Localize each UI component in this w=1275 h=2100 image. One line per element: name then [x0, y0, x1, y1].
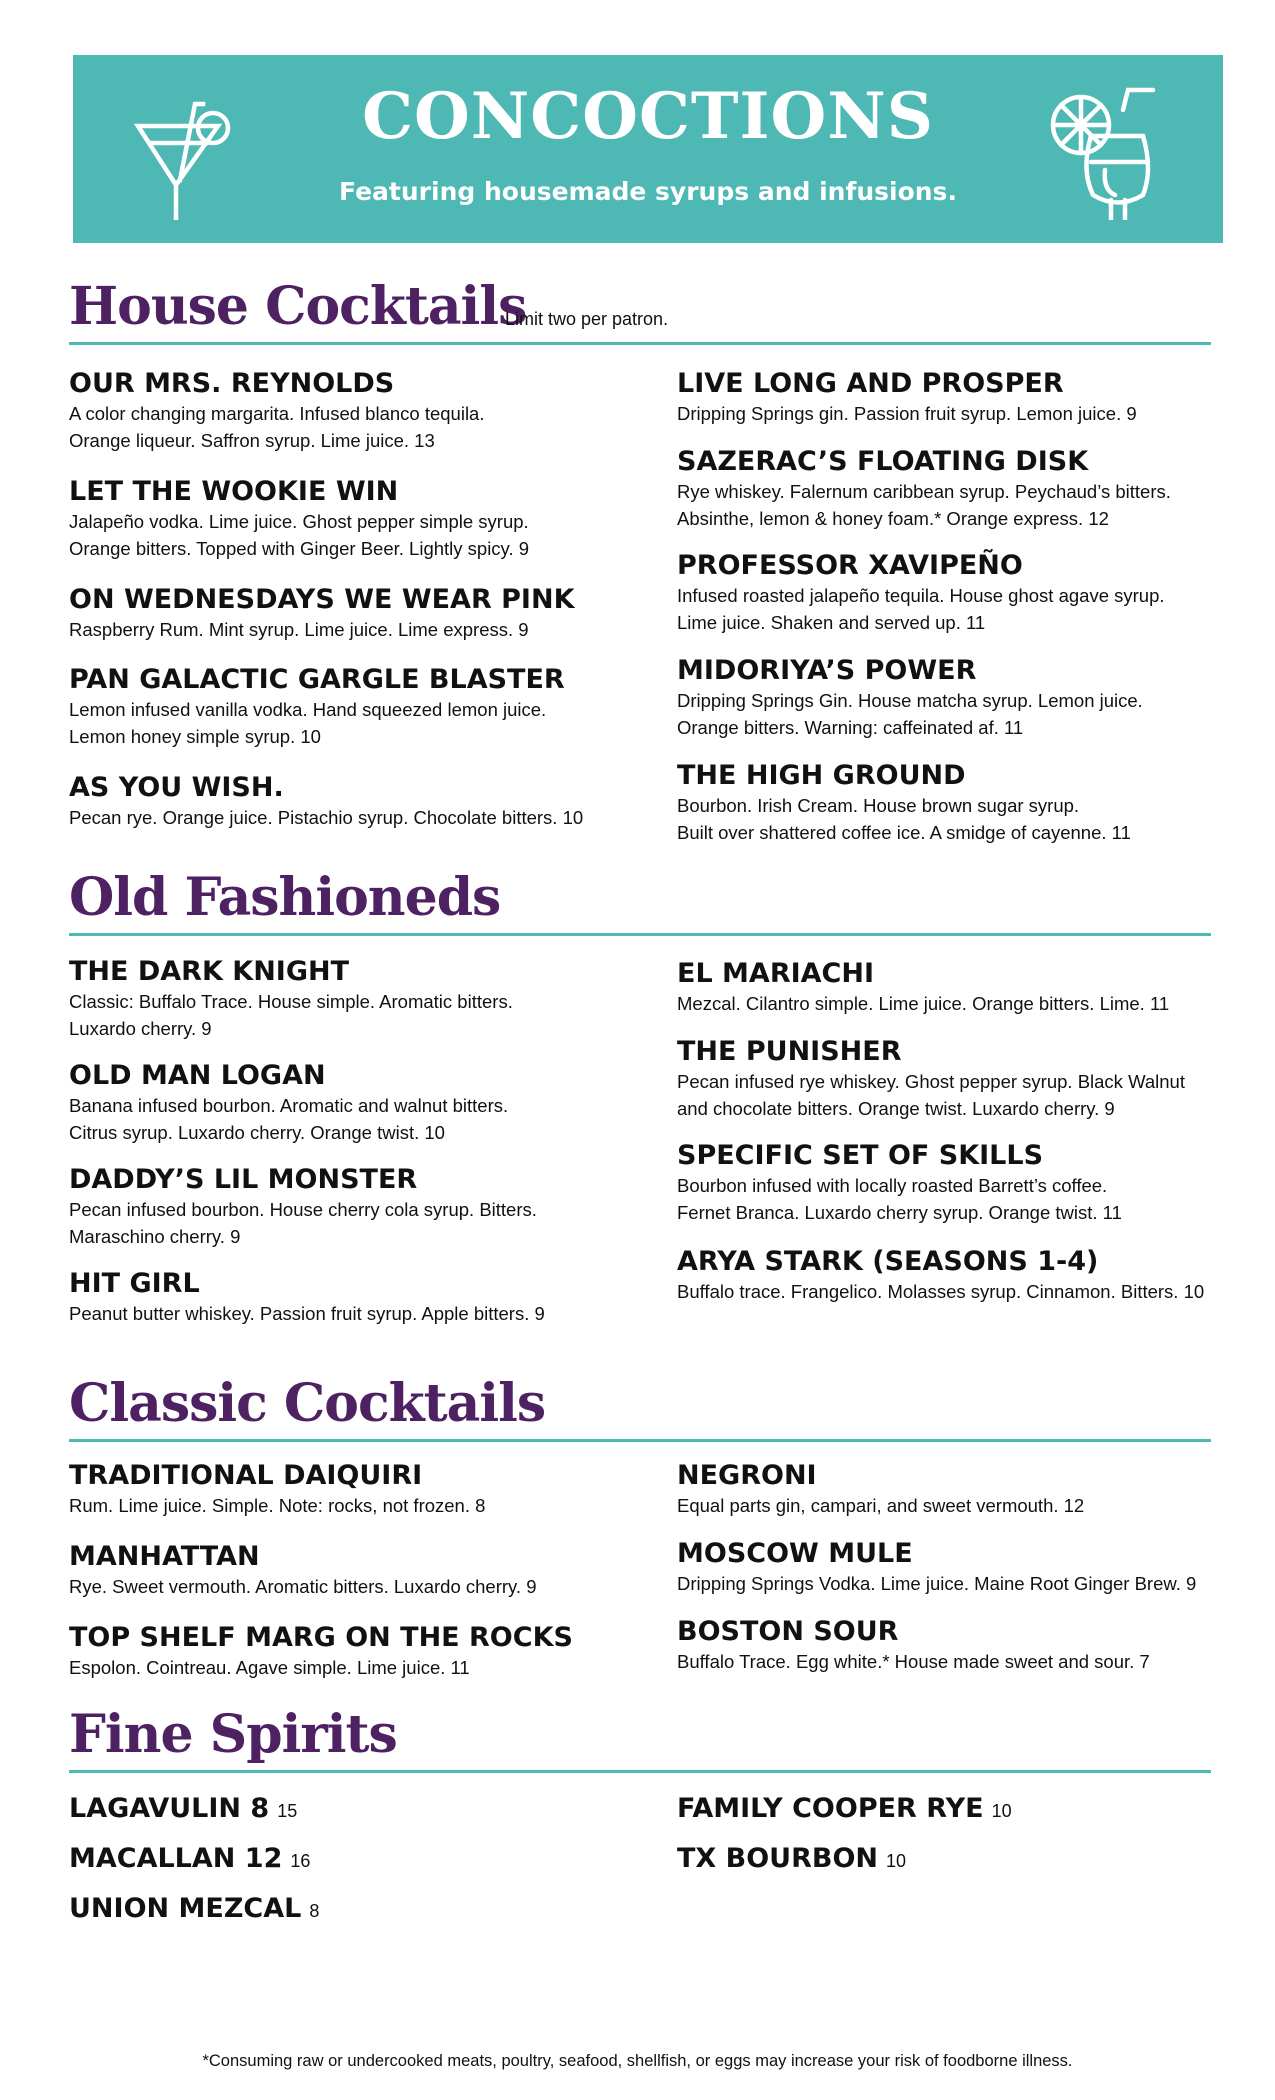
spirit-item — [69, 1893, 319, 1925]
section-old-fashioneds — [69, 867, 1211, 1324]
section-header — [69, 1704, 1211, 1773]
item-name: TRADITIONAL DAIQUIRI — [69, 1460, 423, 1491]
menu-item — [69, 476, 669, 562]
item-name: LET THE WOOKIE WIN — [69, 476, 399, 507]
item-desc: Mezcal. Cilantro simple. Lime juice. Orange bitters. Lime. 11 — [677, 993, 1170, 1014]
section-header — [69, 276, 1211, 345]
item-desc: Orange liqueur. Saffron syrup. Lime juice. 13 — [69, 430, 435, 451]
menu-item — [677, 655, 1275, 741]
item-name: SAZERAC’S FLOATING DISK — [677, 446, 1089, 477]
item-desc: Citrus syrup. Luxardo cherry. Orange twist. 10 — [69, 1122, 445, 1143]
item-desc: Luxardo cherry. 9 — [69, 1018, 212, 1039]
menu-item — [677, 760, 1275, 846]
item-desc: Equal parts gin, campari, and sweet vermouth. 12 — [677, 1495, 1085, 1516]
page-title: CONCOCTIONS — [362, 79, 934, 154]
item-name: MIDORIYA’S POWER — [677, 655, 977, 686]
food-safety-disclaimer: *Consuming raw or undercooked meats, poultry, seafood, shellfish, or eggs may increase your risk of foodborne illness. — [202, 2052, 1073, 2070]
spirit-name: MACALLAN 12 — [69, 1843, 283, 1874]
menu-item — [69, 956, 669, 1042]
item-desc: Banana infused bourbon. Aromatic and walnut bitters. — [69, 1095, 509, 1116]
spirit-name: FAMILY COOPER RYE — [677, 1793, 984, 1824]
menu-item — [677, 446, 1275, 532]
item-name: EL MARIACHI — [677, 958, 875, 989]
menu-item — [677, 1538, 1275, 1597]
item-name: OLD MAN LOGAN — [69, 1060, 326, 1091]
item-desc: Lemon honey simple syrup. 10 — [69, 726, 321, 747]
item-name: ARYA STARK (SEASONS 1-4) — [677, 1246, 1099, 1277]
item-name: NEGRONI — [677, 1460, 817, 1491]
item-desc: Fernet Branca. Luxardo cherry syrup. Orange twist. 11 — [677, 1202, 1122, 1223]
menu-item — [69, 1268, 669, 1327]
item-name: MOSCOW MULE — [677, 1538, 913, 1569]
item-desc: Bourbon. Irish Cream. House brown sugar syrup. — [677, 795, 1080, 816]
item-name: LIVE LONG AND PROSPER — [677, 368, 1064, 399]
spirit-price: 10 — [991, 1801, 1012, 1821]
spirit-price: 15 — [277, 1801, 298, 1821]
spirit-name: TX BOURBON — [677, 1843, 879, 1874]
item-name: ON WEDNESDAYS WE WEAR PINK — [69, 584, 575, 615]
menu-item — [69, 1164, 669, 1250]
menu-item — [69, 368, 669, 454]
item-desc: Orange bitters. Topped with Ginger Beer. Lightly spicy. 9 — [69, 538, 530, 559]
item-desc: Buffalo Trace. Egg white.* House made sweet and sour. 7 — [677, 1651, 1150, 1672]
item-name: SPECIFIC SET OF SKILLS — [677, 1140, 1044, 1171]
menu-item — [677, 1460, 1275, 1519]
menu-item — [69, 1460, 669, 1519]
spirit-item — [69, 1793, 297, 1825]
section-classic-cocktails — [69, 1373, 1211, 1678]
section-title: Old Fashioneds — [69, 867, 501, 928]
item-desc: Dripping Springs gin. Passion fruit syrup. Lemon juice. 9 — [677, 403, 1137, 424]
item-desc: Jalapeño vodka. Lime juice. Ghost pepper simple syrup. — [69, 511, 529, 532]
section-header — [69, 867, 1211, 936]
item-desc: and chocolate bitters. Orange twist. Luxardo cherry. 9 — [677, 1098, 1115, 1119]
menu-item — [677, 1246, 1275, 1305]
item-desc: Pecan infused rye whiskey. Ghost pepper syrup. Black Walnut — [677, 1071, 1185, 1092]
spirit-item — [677, 1843, 906, 1875]
menu-item — [69, 664, 669, 750]
item-desc: Pecan rye. Orange juice. Pistachio syrup. Chocolate bitters. 10 — [69, 807, 584, 828]
item-name: AS YOU WISH. — [69, 772, 284, 803]
item-desc: Rye. Sweet vermouth. Aromatic bitters. Luxardo cherry. 9 — [69, 1576, 537, 1597]
item-desc: Built over shattered coffee ice. A smidge of cayenne. 11 — [677, 822, 1131, 843]
item-name: THE DARK KNIGHT — [69, 956, 350, 987]
menu-item — [69, 1541, 669, 1600]
section-note: Limit two per patron. — [505, 309, 669, 329]
item-desc: Bourbon infused with locally roasted Barrett’s coffee. — [677, 1175, 1108, 1196]
item-desc: Infused roasted jalapeño tequila. House ghost agave syrup. — [677, 585, 1165, 606]
spirit-price: 16 — [290, 1851, 311, 1871]
page-subtitle: Featuring housemade syrups and infusions. — [339, 177, 957, 206]
menu-item — [69, 772, 669, 831]
menu-item — [69, 1060, 669, 1146]
item-name: THE PUNISHER — [677, 1036, 902, 1067]
item-desc: Dripping Springs Gin. House matcha syrup. Lemon juice. — [677, 690, 1143, 711]
spirit-name: LAGAVULIN 8 — [69, 1793, 270, 1824]
menu-item — [69, 584, 669, 643]
item-desc: Raspberry Rum. Mint syrup. Lime juice. Lime express. 9 — [69, 619, 529, 640]
spirit-item — [677, 1793, 1012, 1825]
item-name: MANHATTAN — [69, 1541, 260, 1572]
item-name: THE HIGH GROUND — [677, 760, 966, 791]
item-desc: Espolon. Cointreau. Agave simple. Lime juice. 11 — [69, 1657, 470, 1678]
item-name: BOSTON SOUR — [677, 1616, 899, 1647]
item-desc: Lime juice. Shaken and served up. 11 — [677, 612, 986, 633]
menu-item — [677, 368, 1275, 427]
item-desc: Buffalo trace. Frangelico. Molasses syrup. Cinnamon. Bitters. 10 — [677, 1281, 1205, 1302]
item-name: DADDY’S LIL MONSTER — [69, 1164, 418, 1195]
item-desc: Maraschino cherry. 9 — [69, 1226, 241, 1247]
item-desc: Rye whiskey. Falernum caribbean syrup. Peychaud’s bitters. — [677, 481, 1171, 502]
menu-item — [69, 1622, 669, 1681]
section-house-cocktails — [69, 276, 1211, 843]
item-desc: Classic: Buffalo Trace. House simple. Aromatic bitters. — [69, 991, 513, 1012]
section-header — [69, 1373, 1211, 1442]
item-desc: Absinthe, lemon & honey foam.* Orange express. 12 — [677, 508, 1109, 529]
item-name: TOP SHELF MARG ON THE ROCKS — [69, 1622, 573, 1653]
item-name: HIT GIRL — [69, 1268, 200, 1299]
spirit-item — [69, 1843, 310, 1875]
item-desc: Rum. Lime juice. Simple. Note: rocks, not frozen. 8 — [69, 1495, 486, 1516]
menu-item — [677, 1140, 1275, 1226]
spirit-name: UNION MEZCAL — [69, 1893, 302, 1924]
item-desc: Orange bitters. Warning: caffeinated af. 11 — [677, 717, 1024, 738]
spirit-price: 10 — [886, 1851, 907, 1871]
item-name: PAN GALACTIC GARGLE BLASTER — [69, 664, 565, 695]
menu-item — [677, 550, 1275, 636]
section-title: Fine Spirits — [69, 1704, 397, 1765]
item-desc: A color changing margarita. Infused blanco tequila. — [69, 403, 485, 424]
menu-item — [677, 1616, 1275, 1675]
header-banner — [73, 55, 1223, 243]
item-desc: Lemon infused vanilla vodka. Hand squeezed lemon juice. — [69, 699, 547, 720]
item-desc: Pecan infused bourbon. House cherry cola syrup. Bitters. — [69, 1199, 537, 1220]
section-title: House Cocktails — [69, 276, 527, 337]
item-desc: Peanut butter whiskey. Passion fruit syrup. Apple bitters. 9 — [69, 1303, 545, 1324]
menu-item — [677, 1036, 1275, 1122]
spirit-price: 8 — [309, 1901, 320, 1921]
section-fine-spirits — [69, 1704, 1211, 1924]
menu-item — [677, 958, 1275, 1017]
item-name: PROFESSOR XAVIPEÑO — [677, 550, 1023, 581]
item-desc: Dripping Springs Vodka. Lime juice. Maine Root Ginger Brew. 9 — [677, 1573, 1197, 1594]
item-name: OUR MRS. REYNOLDS — [69, 368, 395, 399]
section-title: Classic Cocktails — [69, 1373, 546, 1434]
